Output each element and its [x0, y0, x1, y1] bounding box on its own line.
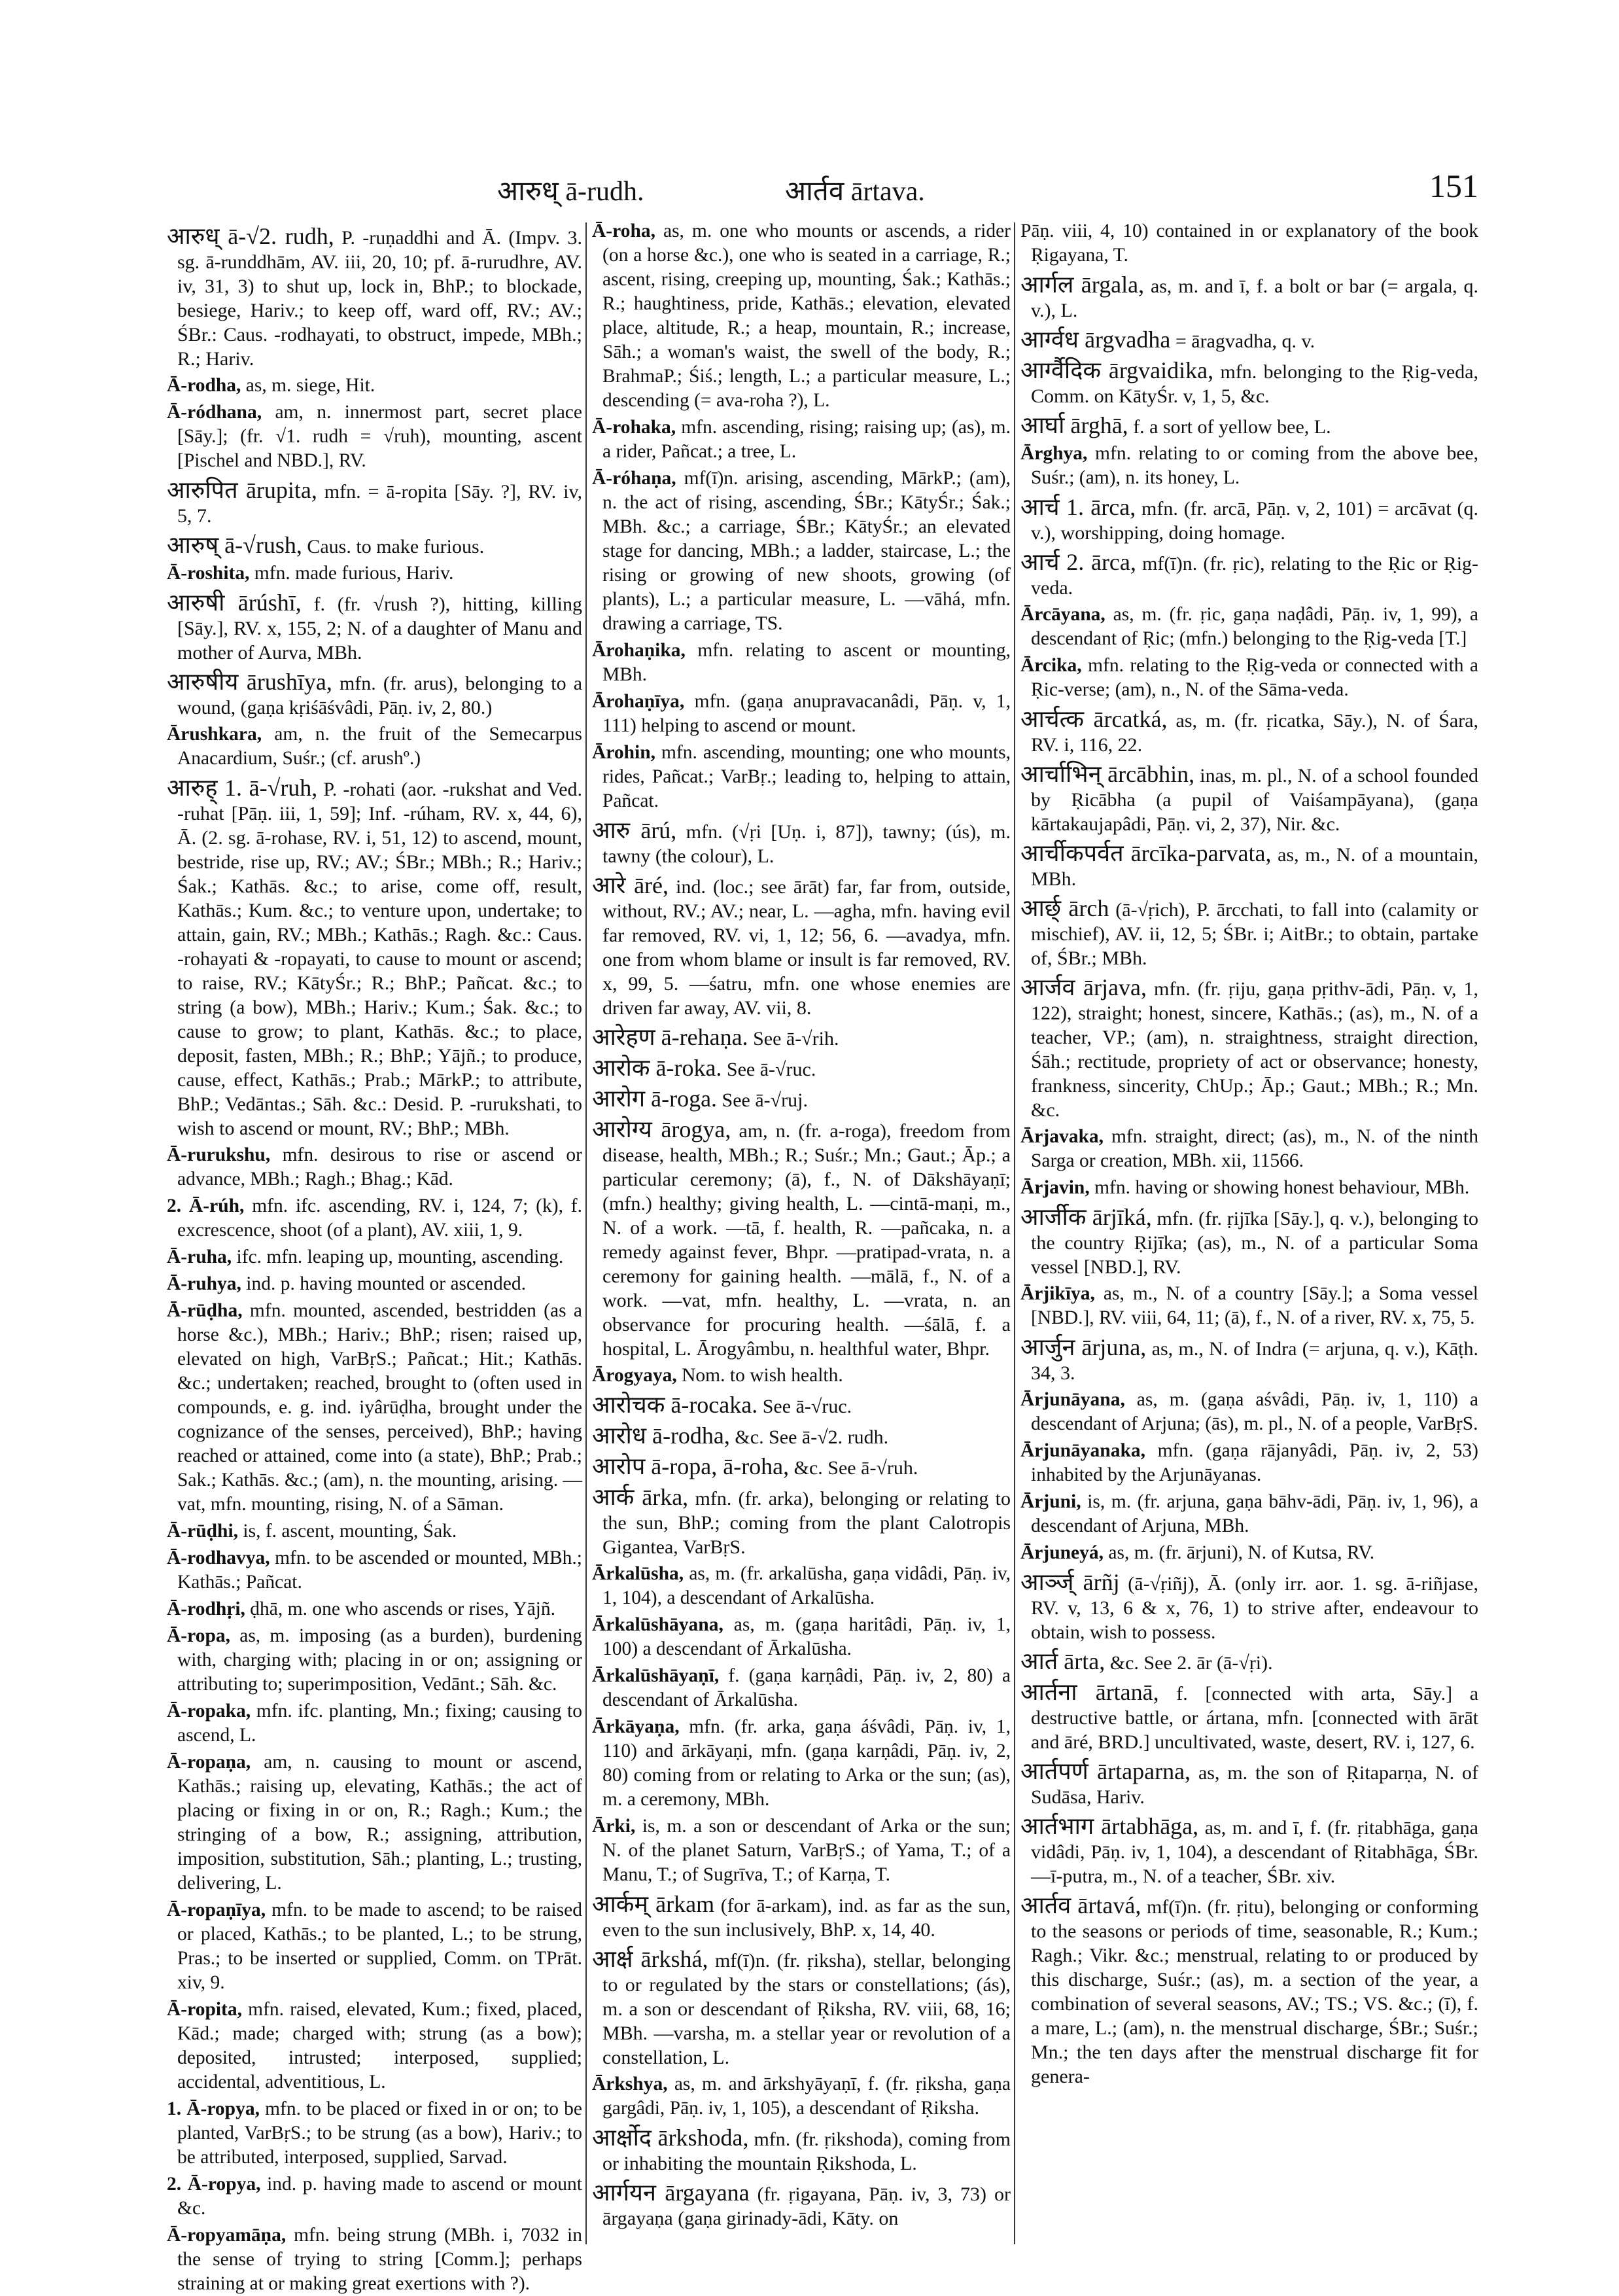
entry-definition: mfn. (fr. ṛikshoda), coming from or inhabiting the mountain Ṛikshoda, L. — [602, 2128, 1011, 2174]
entry-headword: Ārjunāyanaka, — [1020, 1440, 1145, 1461]
dictionary-entry — [1020, 414, 1478, 439]
dictionary-entry — [592, 1664, 1011, 1712]
dictionary-entry — [1020, 1282, 1478, 1330]
entry-definition: as, m. and ārkshyāyaṇī, f. (fr. ṛiksha, gaṇa gargâdi, Pāṇ. iv, 1, 105), a descendant of Ṛiksha. — [602, 2074, 1011, 2119]
dictionary-entry — [167, 1624, 582, 1697]
entry-definition: as, m. (fr. ārjuni), N. of Kutsa, RV. — [1108, 1542, 1375, 1563]
entry-headword: आरोग्य ārogya, — [592, 1116, 731, 1142]
entry-definition: mfn. having or showing honest behaviour, MBh. — [1094, 1177, 1470, 1198]
entry-definition: as, m. imposing (as a burden), burdening with, charging with; placing in or on; assigning or attributing to; superimposition, Vedānt.; Sāh. &c. — [177, 1625, 583, 1695]
entry-headword: आर्जुन ārjuna, — [1020, 1334, 1147, 1360]
entry-definition: am, n. (fr. a-roga), freedom from disease, health, MBh.; R.; Suśr.; Mn.; Gaut.; Āp.; a particular ceremony; (ā), f., N. of Dākshāyaṇī; (mfn.) healthy; giving health, L. —cintā-maṇi, m., N. of a work. —tā, f. health, R. —pañcaka, n. a remedy against fever, Bhpr. —pratipad-vrata, n. a ceremony for gaining health. —mālā, f., N. of a work. —vat, mfn. healthy, L. —vrata, n. an observance for procuring health. —śālā, f. a hospital, L. Ārogyâmbu, n. healthful water, Bhpr. — [602, 1120, 1011, 1360]
entry-definition: mfn. (fr. arka), belonging or relating to the sun, BhP.; coming from the plant Calotropis Gigantea, VarBṛS. — [602, 1488, 1011, 1558]
entry-headword: आरोक ā-roka. — [592, 1055, 722, 1081]
running-head-left: आरुध् ā-rudh. — [497, 177, 644, 207]
dictionary-entry — [592, 1025, 1011, 1051]
dictionary-entry — [592, 1892, 1011, 1942]
dictionary-entry — [592, 415, 1011, 464]
entry-headword: आर्गल ārgala, — [1020, 272, 1145, 298]
entry-headword: Ārohaṇika, — [592, 640, 686, 661]
dictionary-entry — [592, 1424, 1011, 1449]
entry-definition: f. [connected with arta, Sāy.] a destructive battle, or ártana, mfn. [connected with ārāt and āré, BRD.] uncultivated, waste, desert, RV. i, 127, 6. — [1031, 1683, 1479, 1753]
entry-definition: ind. (loc.; see ārāt) far, far from, outside, without, RV.; AV.; near, L. —agha, mfn. having evil far removed, RV. vi, 1, 12; 56, 6. —avadya, mfn. one from whom blame or insult is far removed, RV. x, 99, 5. —śatru, mfn. one whose enemies are driven far away, AV. vii, 8. — [602, 876, 1011, 1019]
dictionary-entry — [167, 1898, 582, 1995]
running-head-center: आर्तव ārtava. — [785, 177, 925, 207]
entry-definition: f. a sort of yellow bee, L. — [1133, 416, 1331, 438]
entry-definition: (fr. ṛigayana, Pāṇ. iv, 3, 73) or ārgayaṇa (gaṇa girinady-ādi, Kāty. on — [602, 2183, 1011, 2229]
entry-definition: mfn. to be made to ascend; to be raised or placed, Kathās.; to be planted, L.; to be strung, Pras.; to be inserted or supplied, Comm. on TPrāt. xiv, 9. — [177, 1899, 583, 1993]
entry-definition: as, m. (fr. ṛic, gaṇa naḍâdi, Pāṇ. iv, 1, 99), a descendant of Ṛic; (mfn.) belonging to the Ṛig-veda [T.] — [1031, 604, 1478, 649]
entry-definition: ind. p. having mounted or ascended. — [246, 1273, 526, 1294]
entry-definition: &c. See 2. ār (ā-√ṛi). — [1109, 1652, 1273, 1674]
dictionary-entry — [167, 1699, 582, 1748]
dictionary-entry — [1020, 273, 1478, 323]
dictionary-entry — [592, 1613, 1011, 1661]
dictionary-entry — [1020, 654, 1478, 702]
dictionary-entry — [1020, 550, 1478, 600]
entry-headword: आरोग ā-roga. — [592, 1086, 718, 1112]
entry-definition: mf(ī)n. arising, ascending, MārkP.; (am), n. the act of rising, ascending, ŚBr.; KātyŚr.; Śak.; MBh. &c.; a carriage, ŚBr.; KātyŚr.; an elevated stage for dancing, MBh.; a ladder, staircase, L.; the rising or growing of new shoots, growing (of plants), L.; a particular measure, L. —vāhá, mfn. drawing a carriage, TS. — [602, 468, 1011, 634]
dictionary-entry — [1020, 1335, 1478, 1385]
entry-headword: Ā-róhaṇa, — [592, 468, 676, 489]
dictionary-entry — [1020, 328, 1478, 353]
entry-headword: आर्तना ārtanā, — [1020, 1679, 1159, 1705]
entry-definition: ifc. mfn. leaping up, mounting, ascending. — [236, 1246, 564, 1267]
dictionary-entry — [592, 1814, 1011, 1887]
dictionary-entry — [1020, 1894, 1478, 2089]
entry-definition: &c. See ā-√2. rudh. — [735, 1426, 889, 1448]
entry-definition: mfn. ascending, rising; raising up; (as), m. a rider, Pañcat.; a tree, L. — [602, 417, 1011, 462]
entry-definition: mfn. mounted, ascended, bestridden (as a horse &c.), MBh.; Hariv.; BhP.; risen; raised up, elevated on high, VarBṛS.; Pañcat.; Hit.; Kathās. &c.; undertaken; reached, brought to (often used in compounds, e. g. ind. iyârūḍha, brought under the cognizance of the senses, perceived), BhP.; having reached or attained, come into (a state), BhP.; Prab.; Sak.; Kathās. &c.; (am), n. the mounting, arising. —vat, mfn. mounting, rising, N. of a Sāman. — [177, 1300, 582, 1515]
dictionary-entry — [167, 2223, 582, 2296]
entry-headword: आर्क्ष ārkshá, — [592, 1946, 708, 1972]
entry-definition: mfn. = ā-ropita [Sāy. ?], RV. iv, 5, 7. — [177, 481, 583, 527]
entry-definition: mfn. (gaṇa anupravacanâdi, Pāṇ. v, 1, 111) helping to ascend or mount. — [602, 691, 1011, 736]
dictionary-entry — [167, 1519, 582, 1544]
entry-headword: Ārki, — [592, 1816, 636, 1837]
entry-headword: Ā-ruha, — [167, 1246, 232, 1267]
entry-headword: आरुषीय ārushīya, — [167, 669, 332, 695]
dictionary-entry — [1020, 1759, 1478, 1809]
dictionary-entry — [1020, 495, 1478, 545]
entry-definition: = āragvadha, q. v. — [1175, 330, 1315, 352]
dictionary-entry — [1020, 1814, 1478, 1888]
entry-definition: f. (gaṇa karṇâdi, Pāṇ. iv, 2, 80) a descendant of Ārkalūsha. — [602, 1665, 1011, 1710]
entry-headword: आर्ग्वैदिक ārgvaidika, — [1020, 357, 1214, 383]
entry-definition: mfn. straight, direct; (as), m., N. of the ninth Sarga or creation, MBh. xii, 11566. — [1031, 1126, 1478, 1171]
entry-headword: Ā-ródhana, — [167, 402, 262, 423]
dictionary-entry — [167, 1194, 582, 1243]
dictionary-entry — [1020, 1439, 1478, 1487]
entry-headword: Ā-ropa, — [167, 1625, 230, 1646]
entry-definition: See ā-√rih. — [753, 1028, 839, 1050]
column-1 — [167, 219, 583, 2294]
entry-headword: आर्च 2. ārca, — [1020, 549, 1136, 575]
entry-definition: inas, m. pl., N. of a school founded by Ṛicābha (a pupil of Vaiśampāyana), (gaṇa kārtakaujapâdi, Pāṇ. vi, 2, 37), Nir. &c. — [1031, 765, 1479, 835]
dictionary-entry — [167, 670, 582, 720]
entry-definition: as, m. and ī, f. a bolt or bar (= argala, q. v.), L. — [1031, 275, 1479, 321]
entry-definition: Nom. to wish health. — [682, 1365, 843, 1386]
entry-definition: am, n. the fruit of the Semecarpus Anacardium, Suśr.; (cf. arushº.) — [177, 724, 582, 769]
dictionary-entry — [1020, 1490, 1478, 1538]
entry-definition: (ā-√ṛich), P. ārcchati, to fall into (calamity or mischief), AV. ii, 12, 5; ŚBr. i; AitBr.; to obtain, partake of, ŚBr.; MBh. — [1031, 899, 1478, 969]
entry-headword: Ārkalūshāyaṇī, — [592, 1665, 720, 1686]
column-divider — [1014, 222, 1015, 2244]
dictionary-entry — [1020, 1541, 1478, 1565]
entry-headword: आर्गयन ārgayana — [592, 2180, 750, 2206]
dictionary-entry — [592, 1087, 1011, 1112]
entry-headword: आर्क ārka, — [592, 1484, 689, 1510]
dictionary-entry — [167, 561, 582, 586]
entry-headword: आरुषी ārúshī, — [167, 590, 302, 616]
dictionary-entry — [592, 1947, 1011, 2070]
entry-definition: Caus. to make furious. — [307, 536, 485, 557]
entry-definition: f. (fr. √rush ?), hitting, killing [Sāy.], RV. x, 155, 2; N. of a daughter of Manu and mother of Aurva, MBh. — [177, 593, 583, 663]
entry-definition: mf(ī)n. (fr. ṛiksha), stellar, belonging to or regulated by the stars or constellations; (ás), m. a son or descendant of Ṛiksha, RV. viii, 68, 16; MBh. —varsha, m. a stellar year or revolution of a constellation, L. — [602, 1950, 1011, 2068]
entry-headword: आर्चाभिन् ārcābhin, — [1020, 761, 1195, 787]
entry-headword: Ā-ropita, — [167, 1999, 242, 2020]
entry-definition: mfn. made furious, Hariv. — [254, 563, 454, 584]
dictionary-entry — [592, 690, 1011, 738]
entry-headword: आरुह् 1. ā-√ruh, — [167, 775, 318, 801]
entry-headword: Ārcika, — [1020, 655, 1082, 676]
entry-definition: as, m. the son of Ṛitaparṇa, N. of Sudāsa, Hariv. — [1031, 1762, 1479, 1808]
entry-definition: See ā-√ruc. — [762, 1396, 852, 1417]
entry-headword: Ārkalūsha, — [592, 1563, 684, 1584]
dictionary-entry — [1020, 707, 1478, 757]
entry-definition: as, m., N. of a mountain, MBh. — [1031, 844, 1478, 890]
entry-headword: आर्तव ārtavá, — [1020, 1892, 1141, 1918]
entry-headword: Ā-rodhṛi, — [167, 1598, 245, 1619]
dictionary-entry — [167, 1272, 582, 1296]
entry-headword: आर्त ārta, — [1020, 1648, 1105, 1674]
dictionary-entry — [167, 2172, 582, 2221]
dictionary-entry — [167, 374, 582, 398]
entry-definition: See ā-√ruj. — [722, 1089, 808, 1111]
entry-headword: आरोचक ā-rocaka. — [592, 1392, 758, 1418]
dictionary-entry — [592, 1118, 1011, 1361]
dictionary-entry — [592, 2126, 1011, 2176]
entry-definition: mfn. (fr. ṛiju, gaṇa pṛithv-ādi, Pāṇ. v, 1, 122), straight; honest, sincere, Kathās.; (as), m., N. of a teacher, VP.; (am), n. straightness, straight direction, Śāh.; rectitude, propriety of act or observance; honesty, frankness, sincerity, ChUp.; Āp.; Gaut.; MBh.; R.; Mn. &c. — [1031, 978, 1478, 1121]
entry-definition: mfn. raised, elevated, Kum.; fixed, placed, Kād.; made; charged with; strung (as a bow); deposited, intrusted; interposed, supplied; accidental, adventitious, L. — [177, 1999, 582, 2093]
entry-definition: as, m. (gaṇa aśvâdi, Pāṇ. iv, 1, 110) a descendant of Arjuna; (ās), m. pl., N. of a people, VarBṛS. — [1031, 1389, 1478, 1434]
dictionary-entry — [592, 2181, 1011, 2231]
entry-definition: as, m. (gaṇa haritâdi, Pāṇ. iv, 1, 100) a descendant of Ārkalūsha. — [602, 1614, 1011, 1659]
entry-headword: आर्छ् ārch — [1020, 895, 1109, 921]
entry-definition: is, m. (fr. arjuna, gaṇa bāhv-ādi, Pāṇ. iv, 1, 96), a descendant of Arjuna, MBh. — [1031, 1491, 1479, 1536]
entry-definition: is, m. a son or descendant of Arka or the sun; N. of the planet Saturn, VarBṛS.; of Yama, T.; of a Manu, T.; of Sugrīva, T.; of Karṇa, T. — [602, 1816, 1011, 1885]
entry-headword: Ārushkara, — [167, 724, 262, 745]
dictionary-entry — [167, 533, 582, 559]
dictionary-entry — [1020, 1176, 1478, 1200]
entry-definition: mfn. relating to ascent or mounting, MBh. — [602, 640, 1011, 685]
dictionary-entry — [592, 1562, 1011, 1610]
entry-definition: mfn. ifc. ascending, RV. i, 124, 7; (k), f. excrescence, shoot (of a plant), AV. xiii, 1, 9. — [177, 1195, 582, 1241]
entry-headword: आरेहण ā-rehaṇa. — [592, 1024, 748, 1050]
entry-headword: Ā-roshita, — [167, 563, 250, 584]
entry-headword: Ā-ropaṇa, — [167, 1752, 251, 1773]
entry-definition: P. -ruṇaddhi and Ā. (Impv. 3. sg. ā-runddhām, AV. iii, 20, 10; pf. ā-rurudhre, AV. iv, 31, 3) to shut up, lock in, BhP.; to blockade, besiege, Hariv.; to keep off, ward off, RV.; AV.; ŚBr.: Caus. -rodhayati, to obstruct, impede, MBh.; R.; Hariv. — [177, 227, 582, 370]
entry-definition: mfn. (fr. arus), belonging to a wound, (gaṇa kṛiśāśvâdi, Pāṇ. iv, 2, 80.) — [177, 673, 583, 718]
entry-definition: as, m. (fr. arkalūsha, gaṇa vidâdi, Pāṇ. iv, 1, 104), a descendant of Arkalūsha. — [602, 1563, 1011, 1608]
entry-definition: Pāṇ. viii, 4, 10) contained in or explanatory of the book Ṛigayana, T. — [1020, 221, 1478, 266]
entry-headword: Ā-roha, — [592, 221, 655, 241]
entry-headword: आरुष् ā-√rush, — [167, 532, 302, 558]
dictionary-entry — [1020, 603, 1478, 651]
dictionary-entry — [167, 1546, 582, 1595]
entry-definition: (for ā-arkam), ind. as far as the sun, even to the sun inclusively, BhP. x, 14, 40. — [602, 1895, 1011, 1941]
entry-headword: Ā-rurukshu, — [167, 1144, 271, 1165]
dictionary-entry — [1020, 219, 1478, 268]
column-divider — [585, 222, 587, 2244]
dictionary-entry — [1020, 896, 1478, 970]
entry-headword: आरुपित ārupita, — [167, 477, 317, 503]
entry-definition: ḍhā, m. one who ascends or rises, Yājñ. — [250, 1598, 555, 1619]
entry-definition: ind. p. having made to ascend or mount &c. — [177, 2174, 582, 2219]
entry-headword: आर्ग्वध ārgvadha — [1020, 327, 1171, 353]
entry-definition: mfn. relating to the Ṛig-veda or connected with a Ṛic-verse; (am), n., N. of the Sāma-veda. — [1031, 655, 1478, 700]
entry-headword: आर्घा ārghā, — [1020, 412, 1128, 438]
entry-headword: Ā-ropyamāṇa, — [167, 2225, 287, 2246]
entry-definition: as, m., N. of a country [Sāy.]; a Soma vessel [NBD.], RV. viii, 64, 11; (ā), f., N. of a river, RV. x, 75, 5. — [1031, 1283, 1479, 1328]
entry-definition: mfn. desirous to rise or ascend or advance, MBh.; Ragh.; Bhag.; Kād. — [177, 1144, 582, 1190]
dictionary-entry — [592, 639, 1011, 687]
entry-headword: Ārjavin, — [1020, 1177, 1090, 1198]
entry-headword: आरोप ā-ropa, ā-roha, — [592, 1453, 790, 1479]
entry-headword: आर्तपर्ण ārtaparna, — [1020, 1758, 1191, 1784]
dictionary-entry — [167, 1299, 582, 1517]
entry-definition: (ā-√ṛiñj), Ā. (only irr. aor. 1. sg. ā-riñjase, RV. v, 13, 6 & x, 76, 1) to strive after, endeavour to obtain, wish to possess. — [1031, 1573, 1478, 1643]
entry-definition: mfn. ascending, mounting; one who mounts, rides, Pañcat.; VarBṛ.; leading to, helping to attain, Pañcat. — [602, 742, 1011, 811]
entry-headword: Ārogyaya, — [592, 1365, 677, 1386]
dictionary-entry — [167, 1998, 582, 2094]
dictionary-entry — [1020, 359, 1478, 408]
entry-definition: am, n. causing to mount or ascend, Kathās.; raising up, elevating, Kathās.; the act of placing or fixing in or on, R.; Ragh.; Kum.; the stringing of a bow, R.; assigning, attribution, imposition, substitution, Sāh.; planting, L.; trusting, delivering, L. — [177, 1752, 582, 1894]
entry-headword: Ārjuneyá, — [1020, 1542, 1104, 1563]
entry-definition: as, m., N. of Indra (= arjuna, q. v.), Kāṭh. 34, 3. — [1031, 1338, 1479, 1384]
entry-headword: आर्जीक ārjīká, — [1020, 1204, 1152, 1230]
entry-definition: am, n. innermost part, secret place [Sāy.]; (fr. √1. rudh = √ruh), mounting, ascent [Pischel and NBD.], RV. — [177, 402, 582, 471]
dictionary-entry — [167, 591, 582, 665]
dictionary-entry — [1020, 976, 1478, 1122]
dictionary-entry — [1020, 1388, 1478, 1436]
dictionary-entry — [592, 874, 1011, 1020]
dictionary-entry — [1020, 1570, 1478, 1644]
dictionary-entry — [1020, 762, 1478, 836]
entry-definition: mfn. (gaṇa rājanyâdi, Pāṇ. iv, 2, 53) inhabited by the Arjunāyanas. — [1031, 1440, 1478, 1485]
entry-headword: आर्क्षोद ārkshoda, — [592, 2125, 749, 2151]
entry-headword: आर्चीकपर्वत ārcīka-parvata, — [1020, 840, 1272, 866]
dictionary-entry — [1020, 442, 1478, 490]
dictionary-entry — [592, 1715, 1011, 1812]
entry-headword: आर्च 1. ārca, — [1020, 494, 1136, 520]
entry-headword: Ā-ruhya, — [167, 1273, 241, 1294]
page-number: 151 — [1429, 168, 1478, 204]
entry-headword: आर्जव ārjava, — [1020, 974, 1147, 1000]
entry-headword: आरे āré, — [592, 872, 669, 898]
entry-headword: 2. Ā-ropya, — [167, 2174, 261, 2195]
entry-headword: Ārjavaka, — [1020, 1126, 1104, 1147]
entry-headword: आरु ārú, — [592, 817, 677, 843]
dictionary-entry — [592, 741, 1011, 813]
entry-headword: Ārkalūshāyana, — [592, 1614, 723, 1635]
entry-headword: Ārcāyana, — [1020, 604, 1105, 625]
entry-definition: P. -rohati (aor. -rukshat and Ved. -ruhat [Pāṇ. iii, 1, 59]; Inf. -rúham, RV. x, 44, 6), Ā. (2. sg. ā-rohase, RV. i, 51, 12) to ascend, mount, bestride, rise up, RV.; AV.; ŚBr.; MBh.; R.; Hariv.; Śak.; Kathās. &c.; to arise, come off, result, Kathās.; Kum. &c.; to venture upon, undertake; to attain, gain, RV.; MBh.; Kathās.; Ragh. &c.: Caus. -rohayati & -ropayati, to cause to mount or ascend; to raise, RV.; KātyŚr.; R.; BhP.; Pañcat. &c.; to string (a bow), MBh.; Hariv.; Kum.; Śak. &c.; to cause to grow; to plant, Kathās. &c.; to place, deposit, fasten, MBh.; R.; BhP.; Yājñ.; to produce, cause, effect, Kathās.; Prab.; MārkP.; to attribute, BhP.; Vedāntas.; Sāh. &c.: Desid. P. -rurukshati, to wish to ascend or mount, RV.; BhP.; MBh. — [177, 779, 583, 1139]
entry-headword: Ārohin, — [592, 742, 655, 763]
entry-definition: mfn. (fr. arcā, Pāṇ. v, 2, 101) = arcāvat (q. v.), worshipping, doing homage. — [1031, 498, 1479, 544]
dictionary-entry — [167, 776, 582, 1140]
entry-headword: Ārjunāyana, — [1020, 1389, 1125, 1410]
dictionary-entry — [167, 722, 582, 771]
dictionary-entry — [1020, 841, 1478, 891]
entry-headword: Ārjikīya, — [1020, 1283, 1095, 1304]
entry-headword: Ārghya, — [1020, 443, 1088, 464]
entry-definition: mfn. belonging to the Ṛig-veda, Comm. on KātyŚr. v, 1, 5, &c. — [1031, 361, 1479, 407]
dictionary-entry — [167, 1597, 582, 1621]
entry-definition: mfn. being strung (MBh. i, 7032 in the sense of trying to string [Comm.]; perhaps straining at or making great exertions with ?). — [177, 2225, 582, 2294]
entry-headword: Ā-rūḍha, — [167, 1300, 243, 1321]
dictionary-entry — [592, 1364, 1011, 1388]
entry-definition: mf(ī)n. (fr. ṛic), relating to the Ṛic or Ṛig-veda. — [1031, 553, 1479, 599]
entry-headword: Ā-ropaṇīya, — [167, 1899, 266, 1920]
dictionary-entry — [167, 1143, 582, 1192]
dictionary-entry — [1020, 1680, 1478, 1754]
entry-definition: as, m. and ī, f. (fr. ṛitabhāga, gaṇa vidâdi, Pāṇ. iv, 1, 104), a descendant of Ṛitabhāga, ŚBr. —ī-putra, m., N. of a teacher, ŚBr. xiv. — [1031, 1817, 1478, 1887]
dictionary-entry — [167, 1750, 582, 1896]
dictionary-entry — [167, 224, 582, 371]
entry-definition: as, m. one who mounts or ascends, a rider (on a horse &c.), one who is seated in a carriage, R.; ascent, rising, creeping up, mounting, Śak.; Kathās.; R.; haughtiness, pride, Kathās.; elevation, elevated place, altitude, R.; a heap, mountain, R.; increase, Sāh.; a woman's waist, the swell of the body, R.; BrahmaP.; Śiś.; length, L.; a particular measure, L.; descending (= ava-roha ?), L. — [602, 221, 1011, 411]
dictionary-entry — [1020, 1125, 1478, 1173]
entry-definition: as, m. (fr. ṛicatka, Sāy.), N. of Śara, RV. i, 116, 22. — [1031, 710, 1479, 756]
entry-definition: mfn. (√ṛi [Uṇ. i, 87]), tawny; (ús), m. tawny (the colour), L. — [602, 821, 1011, 867]
column-3 — [1020, 219, 1478, 2261]
column-2 — [592, 219, 1011, 2261]
entry-headword: 2. Ā-rúh, — [167, 1195, 245, 1216]
dictionary-entry — [592, 219, 1011, 413]
entry-headword: आरोध ā-rodha, — [592, 1422, 730, 1449]
entry-definition: mfn. relating to or coming from the above bee, Suśr.; (am), n. its honey, L. — [1031, 443, 1478, 488]
dictionary-entry — [592, 1393, 1011, 1419]
entry-headword: Ārjuni, — [1020, 1491, 1081, 1512]
entry-headword: Ā-ropaka, — [167, 1701, 251, 1722]
entry-definition: &c. See ā-√ruh. — [793, 1457, 918, 1479]
entry-headword: Ārkshya, — [592, 2074, 668, 2094]
dictionary-entry — [592, 1056, 1011, 1082]
dictionary-entry — [167, 2097, 582, 2170]
dictionary-entry — [592, 1455, 1011, 1480]
dictionary-entry — [167, 1245, 582, 1269]
dictionary-entry — [592, 2072, 1011, 2121]
dictionary-entry — [592, 819, 1011, 868]
dictionary-entry — [592, 1485, 1011, 1559]
entry-headword: 1. Ā-ropya, — [167, 2098, 260, 2119]
dictionary-entry — [1020, 1205, 1478, 1279]
entry-definition: mf(ī)n. (fr. ṛitu), belonging or conforming to the seasons or periods of time, seasonable, R.; Kum.; Ragh.; Vikr. &c.; menstrual, relating to or produced by this discharge, Suśr.; (as), m. a section of the year, a combination of several seasons, AV.; TS.; VS. &c.; (ī), f. a mare, L.; (am), n. the menstrual discharge, ŚBr.; Suśr.; Mn.; the ten days after the menstrual discharge fit for genera- — [1031, 1896, 1478, 2087]
entry-definition: mfn. (fr. ṛijīka [Sāy.], q. v.), belonging to the country Ṛijīka; (as), m., N. of a particular Soma vessel [NBD.], RV. — [1031, 1208, 1478, 1278]
entry-headword: Ā-rodhavya, — [167, 1547, 270, 1568]
entry-headword: Ā-rūḍhi, — [167, 1521, 239, 1542]
entry-headword: Ārohaṇīya, — [592, 691, 685, 712]
entry-headword: आरुध् ā-√2. rudh, — [167, 223, 334, 249]
dictionary-entry — [592, 467, 1011, 636]
entry-definition: as, m. siege, Hit. — [245, 375, 375, 396]
entry-headword: Ā-rodha, — [167, 375, 241, 396]
entry-definition: See ā-√ruc. — [726, 1059, 816, 1080]
entry-headword: Ā-rohaka, — [592, 417, 676, 438]
dictionary-entry — [167, 400, 582, 473]
entry-headword: आर्ञ्ज् ārñj — [1020, 1569, 1120, 1595]
entry-definition: mfn. to be placed or fixed in or on; to be planted, VarBṛS.; to be strung (as a bow), Hariv.; to be attributed, interposed, supplied, Sarvad. — [177, 2098, 582, 2168]
entry-headword: आर्चत्क ārcatká, — [1020, 706, 1168, 732]
entry-headword: आर्कम् ārkam — [592, 1891, 715, 1917]
entry-definition: mfn. to be ascended or mounted, MBh.; Kathās.; Pañcat. — [177, 1547, 582, 1593]
entry-definition: mfn. (fr. arka, gaṇa áśvâdi, Pāṇ. iv, 1, 110) and ārkāyaṇi, mfn. (gaṇa karṇâdi, Pāṇ. iv, 2, 80) coming from or relating to Arka or the sun; (as), m. a ceremony, MBh. — [602, 1716, 1011, 1810]
entry-definition: is, f. ascent, mounting, Śak. — [243, 1521, 457, 1542]
dictionary-entry — [167, 478, 582, 528]
dictionary-entry — [1020, 1650, 1478, 1675]
entry-definition: mfn. ifc. planting, Mn.; fixing; causing to ascend, L. — [177, 1701, 582, 1746]
entry-headword: आर्तभाग ārtabhāga, — [1020, 1813, 1199, 1839]
entry-headword: Ārkāyaṇa, — [592, 1716, 680, 1737]
